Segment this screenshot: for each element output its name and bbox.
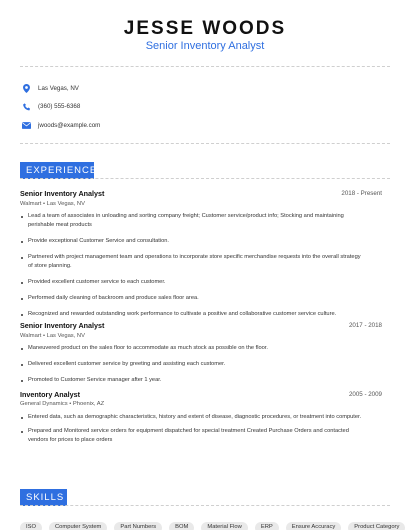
bullet-item: Performed daily cleaning of backroom and produce sales floor area. — [20, 294, 365, 303]
skill-chip: Ensure Accuracy — [286, 522, 342, 530]
experience-divider — [20, 178, 390, 179]
skill-chip: Material Flow — [201, 522, 247, 530]
bullet-item: Delivered excellent customer service by greeting and assisting each customer. — [20, 360, 365, 369]
skill-chip: ERP — [255, 522, 279, 530]
job-title: Senior Inventory Analyst — [20, 189, 105, 198]
bullet-item: Entered data, such as demographic characteristics, history and extent of disease, diagnostic procedures, or treatment into computer. — [20, 413, 365, 422]
skills-heading: SKILLS — [20, 489, 67, 506]
job-company: Walmart • Las Vegas, NV — [20, 201, 85, 207]
job-dates: 2017 - 2018 — [348, 322, 382, 329]
bullet-item: Provide exceptional Customer Service and consultation. — [20, 237, 365, 246]
job-title: Inventory Analyst — [20, 390, 81, 399]
job-bullets — [20, 413, 365, 445]
bullet-item: Lead a team of associates in unloading and sorting company freight; Customer service/product info; Stocking and maintaining perishable meat products — [20, 212, 365, 230]
phone-text: (360) 555-6368 — [38, 103, 81, 110]
job-bullets — [20, 212, 365, 319]
header-divider — [20, 66, 390, 67]
envelope-icon — [22, 121, 31, 130]
job-dates: 2005 - 2009 — [348, 391, 382, 398]
skills-list — [20, 522, 400, 530]
bullet-item: Prepared and Monitored service orders for equipment dispatched for special treatment Created Purchase Orders and contacted vendors for prices to place orders — [20, 427, 365, 445]
bullet-item: Partnered with project management team and operations to incorporate store specific merchandise requests into the overall strategy of store planning. — [20, 253, 365, 271]
skill-chip: Computer System — [49, 522, 107, 530]
job-bullets — [20, 344, 365, 385]
skills-divider — [20, 505, 390, 506]
contact-phone — [22, 102, 80, 111]
contact-location — [22, 84, 79, 93]
bullet-item: Maneuvered product on the sales floor to accommodate as much stock as possible on the floor. — [20, 344, 365, 353]
bullet-item: Provided excellent customer service to each customer. — [20, 278, 365, 287]
job-dates: 2018 - Present — [341, 190, 382, 197]
candidate-name: JESSE WOODS — [123, 18, 287, 39]
job-title: Senior Inventory Analyst — [20, 321, 105, 330]
skill-chip: Product Category — [348, 522, 405, 530]
skill-chip: BOM — [169, 522, 194, 530]
bullet-item: Recognized and rewarded outstanding work performance to cultivate a positive and collaborative customer service culture. — [20, 310, 365, 319]
map-pin-icon — [22, 84, 31, 93]
contact-divider — [20, 143, 390, 144]
location-text: Las Vegas, NV — [38, 85, 79, 92]
contact-email — [22, 121, 100, 130]
email-text: jwoods@example.com — [38, 122, 101, 129]
bullet-item: Promoted to Customer Service manager after 1 year. — [20, 376, 365, 385]
experience-heading: EXPERIENCE — [20, 162, 94, 179]
job-title-heading: Senior Inventory Analyst — [145, 40, 265, 52]
skill-chip: Part Numbers — [114, 522, 162, 530]
job-company: General Dynamics • Phoenix, AZ — [20, 401, 105, 407]
job-company: Walmart • Las Vegas, NV — [20, 333, 85, 339]
phone-icon — [22, 102, 31, 111]
skill-chip: ISO — [20, 522, 42, 530]
